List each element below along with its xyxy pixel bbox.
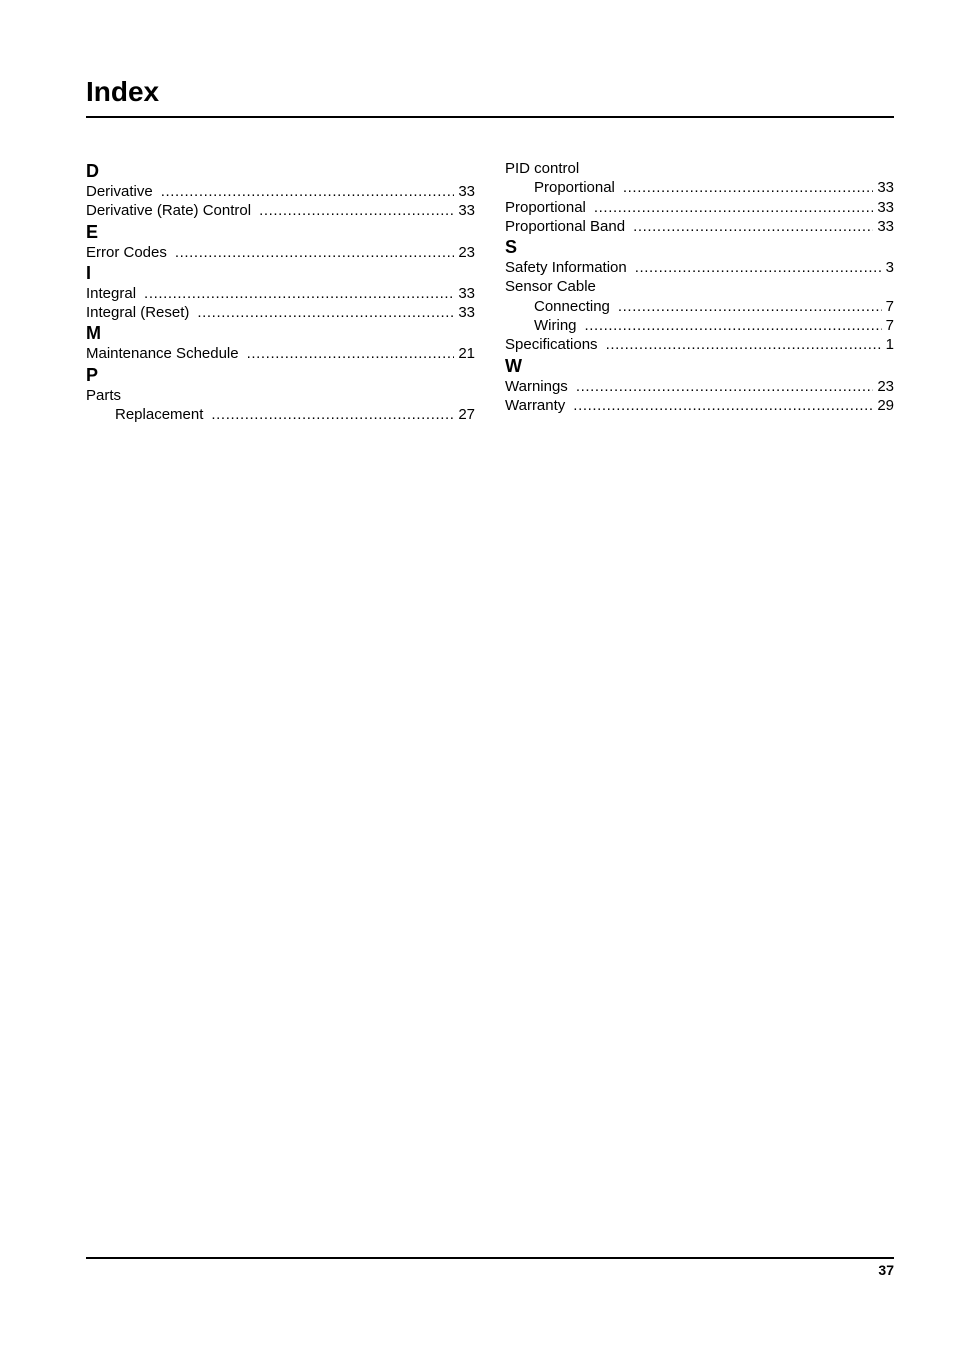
index-column-left <box>86 160 475 424</box>
index-entry-label: Derivative <box>86 183 153 200</box>
index-entry-page: 33 <box>877 179 894 197</box>
dot-leader <box>175 243 454 262</box>
index-entry-label: Specifications <box>505 336 598 354</box>
index-entry-label: Derivative (Rate) Control <box>86 202 252 220</box>
index-entry-label: Warnings <box>505 377 568 395</box>
index-entry-label: Wiring <box>534 317 577 335</box>
dot-leader <box>259 201 454 220</box>
index-entry-page: 33 <box>458 284 475 302</box>
index-entry <box>505 198 894 217</box>
index-entry-label: PID control <box>505 160 580 177</box>
index-letter-heading: W <box>505 355 522 376</box>
index-entry <box>86 303 475 322</box>
page-number: 37 <box>878 1262 894 1278</box>
index-entry-label: Connecting <box>534 297 610 315</box>
index-entry <box>86 182 475 201</box>
index-entry <box>505 258 894 277</box>
dot-leader <box>197 303 454 322</box>
index-entry-page: 33 <box>877 217 894 235</box>
dot-leader <box>161 182 455 201</box>
dot-leader <box>211 405 454 424</box>
dot-leader <box>144 284 454 303</box>
index-letter-heading: P <box>86 364 99 385</box>
title-rule <box>86 116 894 118</box>
page-title: Index <box>86 76 160 107</box>
dot-leader <box>594 198 873 217</box>
index-entry <box>86 344 475 363</box>
index-entry-page: 29 <box>877 396 894 414</box>
index-entry-label: Proportional <box>534 179 615 197</box>
index-subentry <box>86 405 475 424</box>
index-entry-label: Parts <box>86 386 122 404</box>
index-entry-group <box>86 386 475 405</box>
dot-leader <box>573 396 873 415</box>
index-letter-heading: D <box>86 161 99 181</box>
dot-leader <box>618 297 882 316</box>
index-subentry <box>505 316 894 335</box>
dot-leader <box>585 316 882 335</box>
dot-leader <box>606 335 882 354</box>
index-entry <box>86 243 475 262</box>
index-entry-label: Maintenance Schedule <box>86 345 239 363</box>
index-entry-group <box>505 277 894 296</box>
index-entry-page: 33 <box>458 202 475 220</box>
index-entry-label: Proportional <box>505 198 586 216</box>
index-entry <box>86 201 475 220</box>
index-entry-page: 33 <box>877 198 894 216</box>
index-entry-label: Error Codes <box>86 243 167 261</box>
dot-leader <box>633 217 873 236</box>
index-entry-page: 23 <box>458 243 475 261</box>
index-letter-heading: I <box>86 262 92 283</box>
index-entry-page: 7 <box>885 297 894 315</box>
index-entry-group <box>505 159 894 178</box>
index-subentry <box>505 178 894 197</box>
index-entry-page: 21 <box>458 345 475 363</box>
index-column-right <box>505 159 894 415</box>
index-subentry <box>505 297 894 316</box>
index-entry-label: Proportional Band <box>505 217 626 235</box>
index-entry <box>505 217 894 236</box>
index-entry-page: 27 <box>458 406 475 424</box>
index-entry-label: Replacement <box>115 406 204 424</box>
index-entry-page: 33 <box>458 304 475 322</box>
dot-leader <box>623 178 873 197</box>
index-entry <box>505 377 894 396</box>
index-entry-label: Safety Information <box>505 259 627 277</box>
index-letter-heading: M <box>86 323 101 344</box>
dot-leader <box>635 258 882 277</box>
index-entry <box>505 396 894 415</box>
index-letter-heading: S <box>505 237 518 258</box>
index-entry-label: Sensor Cable <box>505 278 596 296</box>
index-entry <box>86 284 475 303</box>
index-entry-page: 23 <box>877 377 894 395</box>
index-entry-page: 7 <box>885 317 894 335</box>
index-entry-page: 33 <box>458 183 475 200</box>
index-entry-label: Warranty <box>505 396 566 414</box>
index-letter-heading: E <box>86 221 99 242</box>
dot-leader <box>247 344 455 363</box>
dot-leader <box>576 377 874 396</box>
footer-rule <box>86 1257 894 1259</box>
index-entry-label: Integral (Reset) <box>86 304 190 322</box>
index-entry <box>505 335 894 354</box>
index-entry-label: Integral <box>86 284 137 302</box>
index-entry-page: 3 <box>885 259 894 277</box>
index-entry-page: 1 <box>885 336 894 354</box>
